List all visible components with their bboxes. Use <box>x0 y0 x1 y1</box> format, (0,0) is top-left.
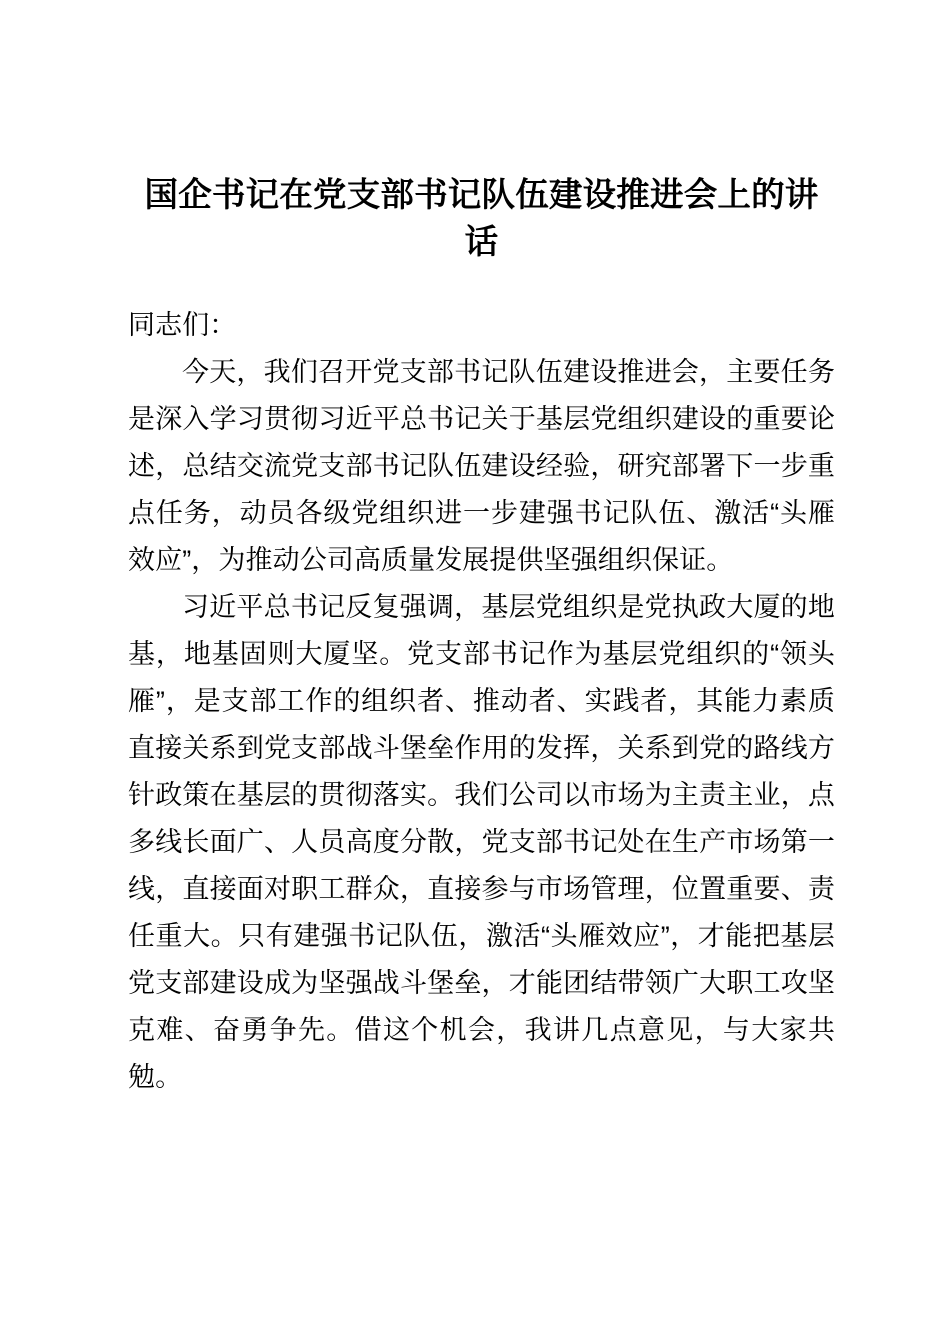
salutation: 同志们： <box>128 310 237 340</box>
body-paragraph: 习近平总书记反复强调，基层党组织是党执政大厦的地基，地基固则大厦坚。党支部书记作为基层党组织的“领头雁”，是支部工作的组织者、推动者、实践者，其能力素质直接关系到党支部战斗堡垒作用的发挥，关系到党的路线方针政策在基层的贯彻落实。我们公司以市场为主责主业，点多线长面广、人员高度分散，党支部书记处在生产市场第一线，直接面对职工群众，直接参与市场管理，位置重要、责任重大。只有建强书记队伍，激活“头雁效应”，才能把基层党支部建设成为坚强战斗堡垒，才能团结带领广大职工攻坚克难、奋勇争先。借这个机会，我讲几点意见，与大家共勉。 <box>128 592 835 1092</box>
body-paragraph: 今天，我们召开党支部书记队伍建设推进会，主要任务是深入学习贯彻习近平总书记关于基层党组织建设的重要论述，总结交流党支部书记队伍建设经验，研究部署下一步重点任务，动员各级党组织进一步建强书记队伍、激活“头雁效应”，为推动公司高质量发展提供坚强组织保证。 <box>128 357 835 575</box>
page-title: 国企书记在党支部书记队伍建设推进会上的讲话 <box>144 177 819 261</box>
document-body <box>128 0 835 1101</box>
